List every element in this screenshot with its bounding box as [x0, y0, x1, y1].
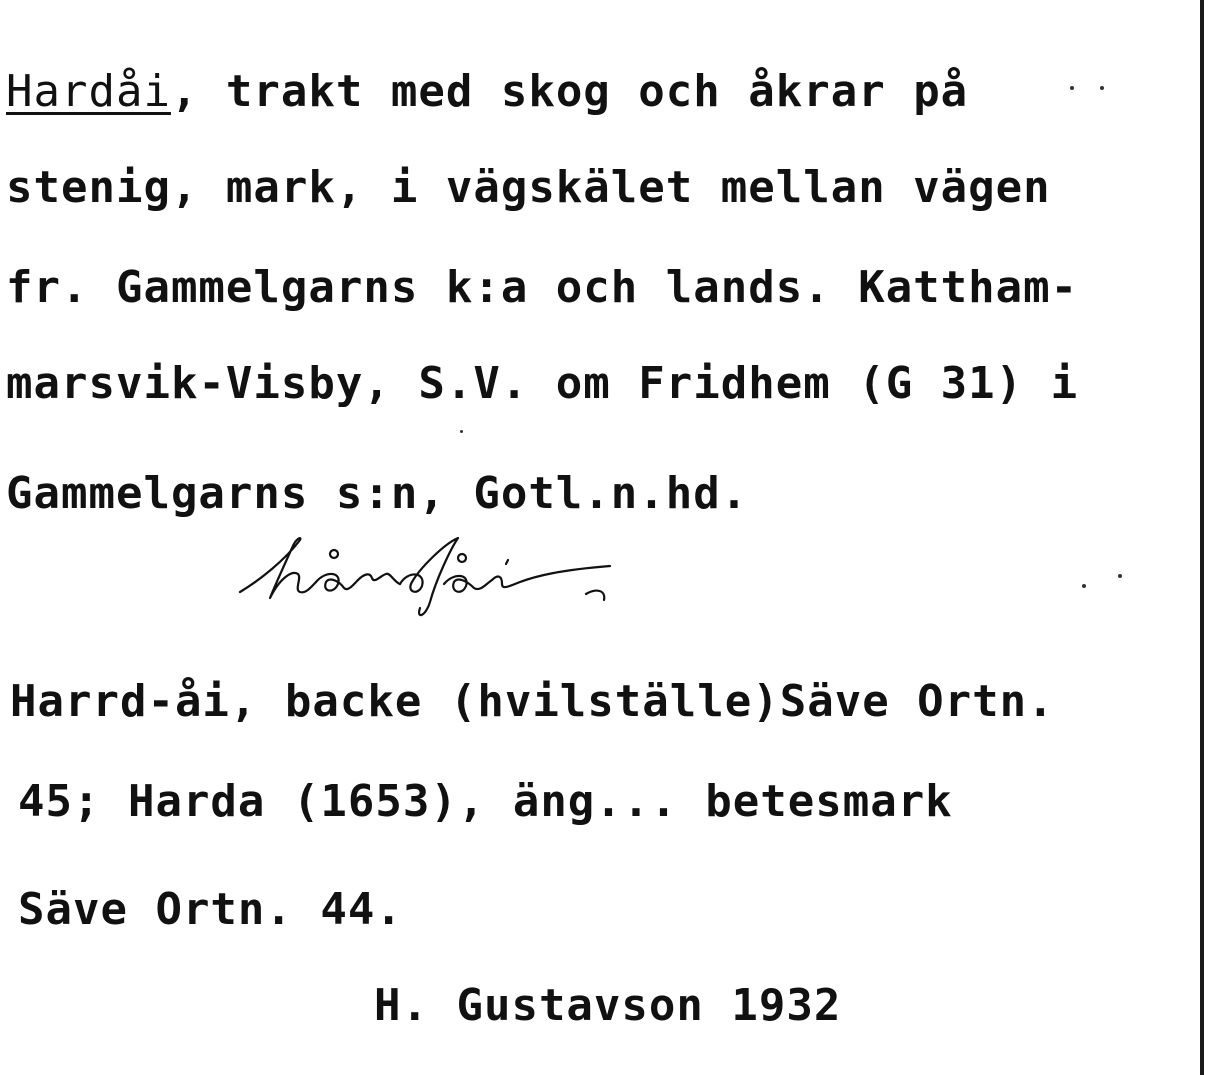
scan-speck: [460, 430, 463, 433]
author-line: H. Gustavson 1932: [374, 980, 842, 1031]
source-line-2: 45; Harda (1653), äng... betesmark: [18, 776, 953, 827]
scan-speck: [1100, 86, 1104, 90]
headword: Hardåi: [6, 66, 171, 117]
source-line-1: Harrd-åi, backe (hvilställe)Säve Ortn.: [10, 676, 1055, 727]
entry-line-3: fr. Gammelgarns k:a och lands. Kattham-: [6, 262, 1079, 313]
entry-line-1-text: , trakt med skog och åkrar på: [170, 66, 969, 117]
source-line-3: Säve Ortn. 44.: [18, 884, 403, 935]
scan-speck: [1070, 86, 1074, 90]
scan-speck: [1082, 584, 1086, 588]
scan-speck: [1118, 574, 1122, 578]
entry-line-5: Gammelgarns s:n, Gotl.n.hd.: [6, 468, 749, 519]
entry-line-2: stenig, mark, i vägskälet mellan vägen: [6, 162, 1051, 213]
entry-line-1: [6, 66, 968, 118]
entry-line-4: marsvik-Visby, S.V. om Fridhem (G 31) i: [6, 358, 1079, 409]
handwritten-form-signature: [230, 530, 630, 620]
card-edge-line: [1200, 0, 1204, 1075]
